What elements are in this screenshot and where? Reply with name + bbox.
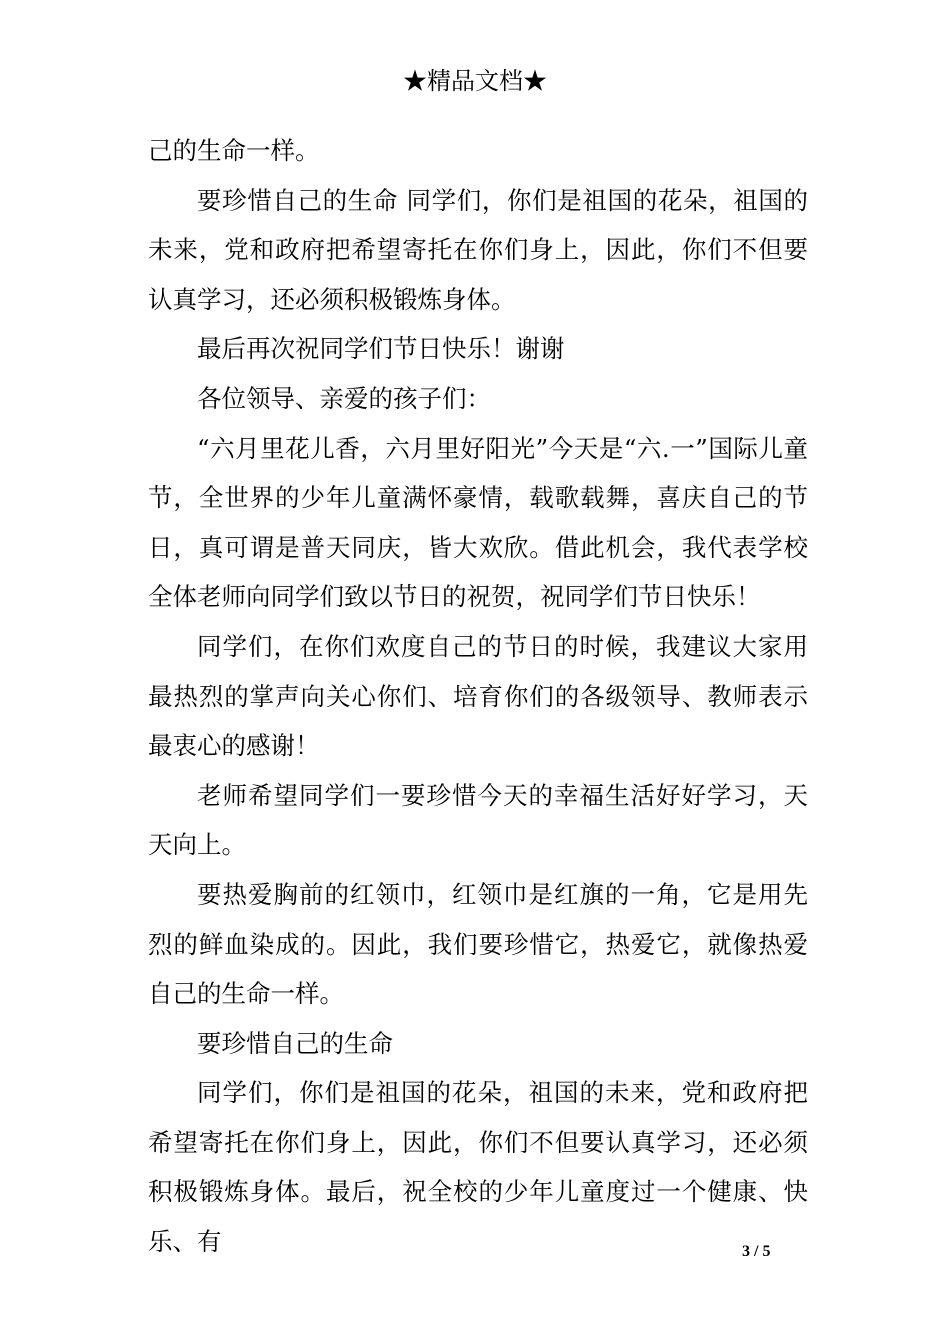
page-number: 3 / 5 (742, 1243, 771, 1260)
paragraph: 要珍惜自己的生命 (197, 1028, 393, 1058)
paragraph: 最后再次祝同学们节日快乐！谢谢 (197, 334, 565, 364)
paragraph: 同学们，在你们欢度自己的节日的时候，我建议大家用最热烈的掌声向关心你们、培育你们的各级领导、教师表示最衷心的感谢！ (148, 631, 808, 761)
document-body (148, 126, 808, 1267)
paragraph: 要热爱胸前的红领巾，红领巾是红旗的一角，它是用先烈的鲜血染成的。因此，我们要珍惜它，热爱它，就像热爱自己的生命一样。 (148, 879, 808, 1009)
paragraph: “六月里花儿香，六月里好阳光”今天是“六.一”国际儿童节，全世界的少年儿童满怀豪情，载歌载舞，喜庆自己的节日，真可谓是普天同庆，皆大欢欣。借此机会，我代表学校全体老师向同学们致以节日的祝贺，祝同学们节日快乐！ (148, 433, 808, 612)
paragraph: 己的生命一样。 (148, 136, 320, 165)
paragraph: 同学们，你们是祖国的花朵，祖国的未来，党和政府把希望寄托在你们身上，因此，你们不但要认真学习，还必须积极锻炼身体。最后，祝全校的少年儿童度过一个健康、快乐、有 (148, 1078, 808, 1257)
document-header-title: ★精品文档★ (403, 67, 547, 95)
paragraph: 各位领导、亲爱的孩子们： (197, 383, 491, 413)
paragraph: 老师希望同学们一要珍惜今天的幸福生活好好学习，天天向上。 (148, 780, 808, 860)
paragraph: 要珍惜自己的生命 同学们，你们是祖国的花朵，祖国的未来，党和政府把希望寄托在你们身上，因此，你们不但要认真学习，还必须积极锻炼身体。 (148, 185, 808, 314)
